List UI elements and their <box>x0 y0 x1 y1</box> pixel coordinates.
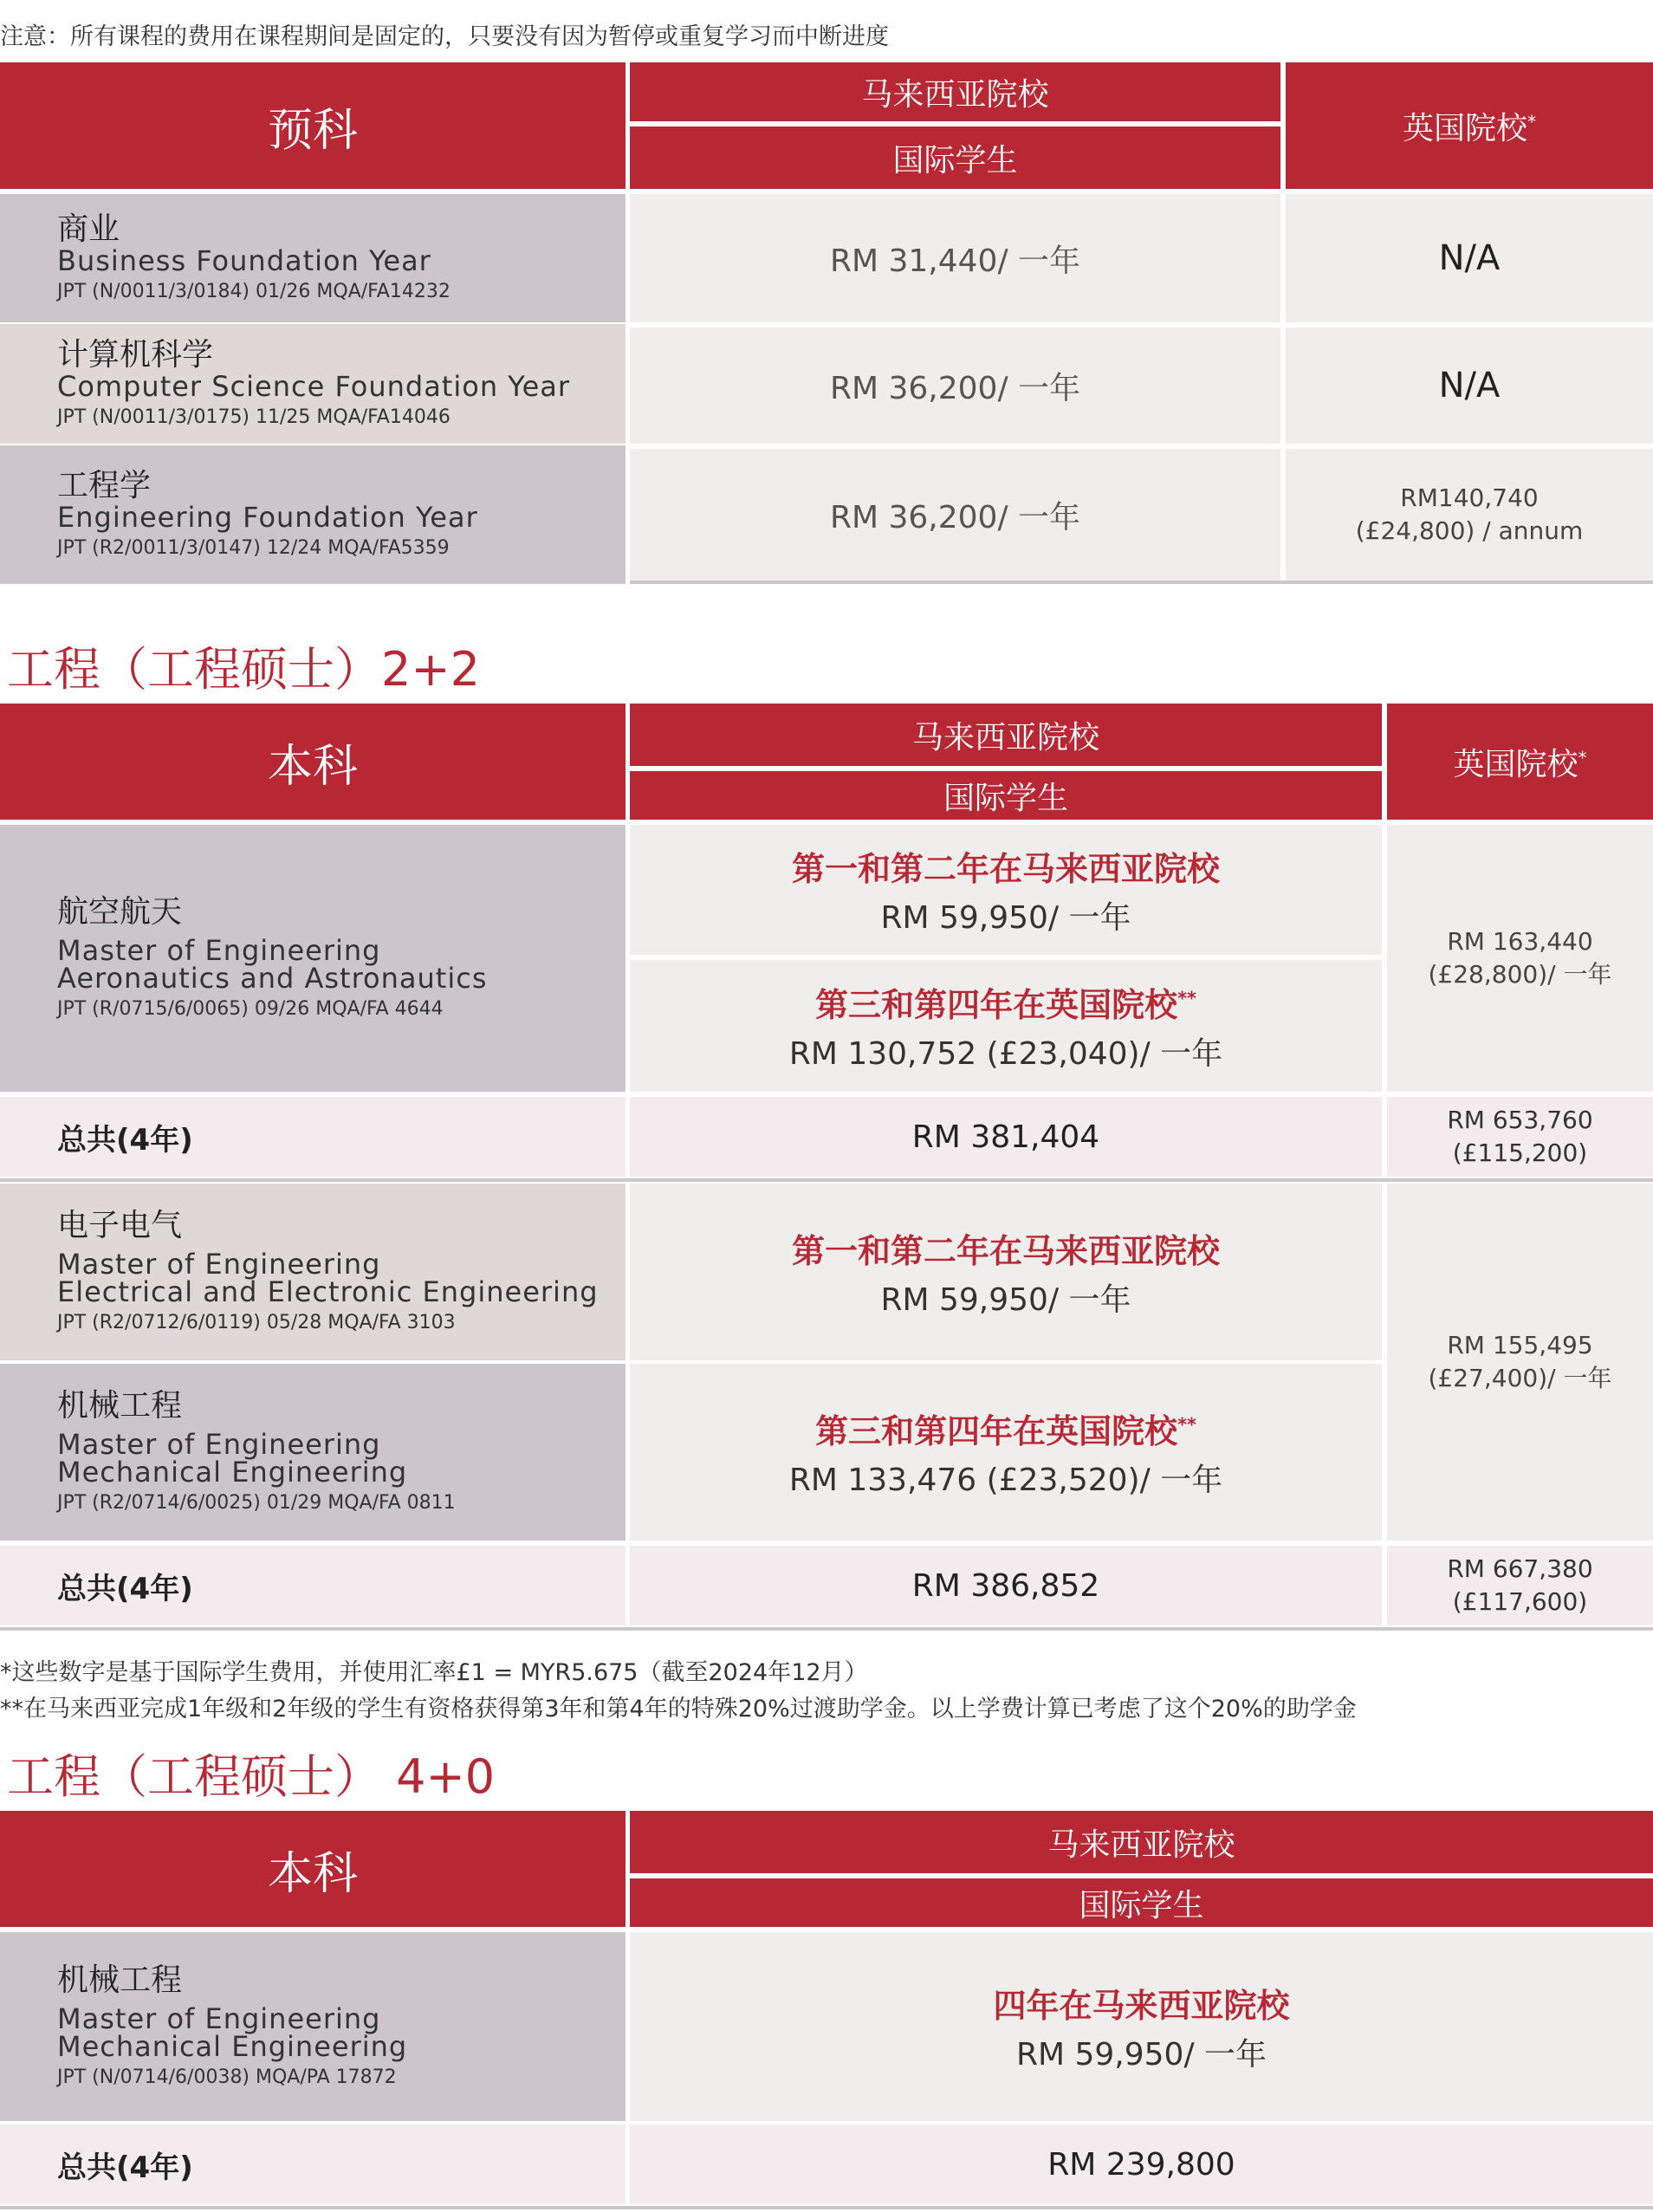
program-code: JPT (N/0011/3/0175) 11/25 MQA/FA14046 <box>57 406 451 429</box>
program-name-en: Engineering Foundation Year <box>57 501 478 535</box>
total-label: 总共(4年) <box>0 1097 626 1177</box>
years-1-2-fee: RM 59,950/ 一年 <box>880 1282 1131 1318</box>
intl-header-label: 国际学生 <box>892 142 1018 178</box>
total-fee: RM 381,404 <box>911 1119 1100 1155</box>
program-name-zh: 电子电气 <box>57 1208 183 1243</box>
intl-header-label: 国际学生 <box>1079 1887 1204 1923</box>
uk-fee-line2: (£28,800)/ 一年 <box>1428 960 1612 989</box>
malaysia-header <box>630 1811 1653 1873</box>
four-years-cell <box>630 1932 1653 2121</box>
program-name-zh: 工程学 <box>57 468 152 503</box>
program-engineering <box>0 445 626 584</box>
years-1-2-label: 第一和第二年在马来西亚院校 <box>791 1232 1220 1270</box>
intl-header <box>630 126 1280 189</box>
program-computer-science <box>0 324 626 444</box>
program-code: JPT (R2/0011/3/0147) 12/24 MQA/FA5359 <box>57 537 450 560</box>
uk-fee-cell <box>1286 328 1653 444</box>
uk-header-label: 英国院校 <box>1403 110 1528 146</box>
section-title-meng-2-2: 工程（工程硕士）2+2 <box>7 642 480 697</box>
total-label: 总共(4年) <box>0 1546 626 1625</box>
table-divider <box>0 1178 1653 1182</box>
four-years-fee: RM 59,950/ 一年 <box>1015 2037 1267 2073</box>
years-1-2-cell <box>630 1184 1382 1360</box>
uk-total-line1: RM 667,380 <box>1447 1554 1593 1584</box>
program-business <box>0 194 626 322</box>
intl-header-label: 国际学生 <box>943 780 1068 816</box>
program-name-en-line1: Master of Engineering <box>57 2002 381 2036</box>
total-fee: RM 239,800 <box>1047 2146 1235 2183</box>
years-3-4-cell <box>630 1364 1382 1541</box>
intl-header <box>630 1878 1653 1927</box>
degree-header <box>0 704 626 820</box>
foundation-header-label: 预科 <box>267 104 358 157</box>
malaysia-header-label: 马来西亚院校 <box>1047 1826 1235 1863</box>
program-name-en-line2: Aeronautics and Astronautics <box>57 962 488 996</box>
years-3-4-fee: RM 133,476 (£23,520)/ 一年 <box>788 1463 1223 1498</box>
malaysia-header <box>630 62 1280 121</box>
uk-total-line1: RM 653,760 <box>1447 1106 1593 1135</box>
footnote-exchange-rate: *这些数字是基于国际学生费用，并使用汇率£1 = MYR5.675（截至2024年12月） <box>0 1659 868 1686</box>
program-code: JPT (R2/0712/6/0119) 05/28 MQA/FA 3103 <box>57 1312 456 1334</box>
years-1-2-cell <box>630 825 1382 955</box>
program-name-en-line1: Master of Engineering <box>57 1428 381 1462</box>
foundation-header <box>0 62 626 189</box>
uk-total-line2: (£117,600) <box>1452 1587 1588 1616</box>
program-name-zh: 商业 <box>57 211 120 247</box>
program-code: JPT (N/0714/6/0038) MQA/PA 17872 <box>57 2066 397 2089</box>
program-mechanical <box>0 1364 626 1541</box>
years-3-4-label: 第三和第四年在英国院校 <box>815 986 1178 1024</box>
uk-fee-cell <box>1286 194 1653 322</box>
uk-total-line2: (£115,200) <box>1452 1138 1588 1167</box>
program-electrical <box>0 1184 626 1360</box>
uk-total-cell <box>1387 1097 1653 1177</box>
program-name-zh: 机械工程 <box>57 1962 183 1998</box>
uk-header-star: * <box>1578 747 1587 768</box>
malaysia-header <box>630 704 1382 766</box>
years-3-4-star: ** <box>1177 1414 1196 1436</box>
uk-fee-cell <box>1286 449 1653 581</box>
uk-fee-line2: (£27,400)/ 一年 <box>1428 1364 1612 1392</box>
program-name-en-line2: Mechanical Engineering <box>57 1456 408 1489</box>
program-name-en: Business Foundation Year <box>57 244 431 278</box>
uk-fee-line1: RM140,740 <box>1400 483 1539 513</box>
malaysia-header-label: 马来西亚院校 <box>861 76 1049 113</box>
uk-fee-cell <box>1387 825 1653 1092</box>
fee-value: RM 36,200/ 一年 <box>829 499 1081 535</box>
program-code: JPT (N/0011/3/0184) 01/26 MQA/FA14232 <box>57 281 451 303</box>
years-3-4-star: ** <box>1177 988 1196 1009</box>
program-name-en-line2: Electrical and Electronic Engineering <box>57 1275 599 1309</box>
degree-header-label: 本科 <box>267 740 358 793</box>
program-mechanical-4-0 <box>0 1932 626 2121</box>
total-fee-cell <box>630 2124 1653 2204</box>
table-divider <box>0 1627 1653 1631</box>
uk-header <box>1387 704 1653 820</box>
degree-header-label: 本科 <box>267 1847 358 1900</box>
section-title-meng-4-0: 工程（工程硕士） 4+0 <box>7 1749 496 1804</box>
table-divider <box>630 581 1653 584</box>
intl-header <box>630 771 1382 820</box>
years-1-2-label: 第一和第二年在马来西亚院校 <box>791 850 1220 888</box>
total-label: 总共(4年) <box>0 2124 626 2204</box>
fee-cell <box>630 194 1280 322</box>
uk-fee-value: N/A <box>1438 238 1501 278</box>
four-years-label: 四年在马来西亚院校 <box>993 1987 1290 2025</box>
uk-fee-line1: RM 155,495 <box>1447 1331 1593 1360</box>
total-fee: RM 386,852 <box>911 1567 1100 1604</box>
program-name-en: Computer Science Foundation Year <box>57 370 571 404</box>
uk-header <box>1286 62 1653 189</box>
uk-header-star: * <box>1527 111 1536 132</box>
program-code: JPT (R/0715/6/0065) 09/26 MQA/FA 4644 <box>57 998 444 1021</box>
uk-total-cell <box>1387 1546 1653 1625</box>
program-name-zh: 机械工程 <box>57 1388 183 1424</box>
total-fee-cell <box>630 1097 1382 1177</box>
years-3-4-cell <box>630 960 1382 1092</box>
uk-header-label: 英国院校 <box>1453 746 1578 782</box>
uk-fee-line2: (£24,800) / annum <box>1355 516 1584 545</box>
fee-value: RM 36,200/ 一年 <box>829 370 1081 406</box>
malaysia-header-label: 马来西亚院校 <box>911 719 1099 756</box>
years-3-4-label: 第三和第四年在英国院校 <box>815 1412 1178 1450</box>
uk-fee-line1: RM 163,440 <box>1447 927 1593 957</box>
years-1-2-fee: RM 59,950/ 一年 <box>880 900 1131 936</box>
program-name-en-line1: Master of Engineering <box>57 934 381 968</box>
program-code: JPT (R2/0714/6/0025) 01/29 MQA/FA 0811 <box>57 1492 456 1515</box>
table-divider <box>0 2206 1653 2209</box>
uk-fee-value: N/A <box>1438 366 1501 405</box>
program-name-zh: 航空航天 <box>57 894 183 930</box>
years-3-4-fee: RM 130,752 (£23,040)/ 一年 <box>788 1036 1223 1072</box>
total-fee-cell <box>630 1546 1382 1625</box>
fee-cell <box>630 449 1280 581</box>
footnote-grant: **在马来西亚完成1年级和2年级的学生有资格获得第3年和第4年的特殊20%过渡助学金。以上学费计算已考虑了这个20%的助学金 <box>0 1696 1357 1722</box>
program-name-zh: 计算机科学 <box>57 337 214 373</box>
fee-cell <box>630 328 1280 444</box>
program-name-en-line1: Master of Engineering <box>57 1248 381 1281</box>
fee-note: 注意：所有课程的费用在课程期间是固定的，只要没有因为暂停或重复学习而中断进度 <box>0 23 889 50</box>
degree-header <box>0 1811 626 1927</box>
program-aeronautics <box>0 825 626 1092</box>
fee-value: RM 31,440/ 一年 <box>829 243 1081 279</box>
program-name-en-line2: Mechanical Engineering <box>57 2030 408 2064</box>
uk-fee-cell <box>1387 1184 1653 1541</box>
